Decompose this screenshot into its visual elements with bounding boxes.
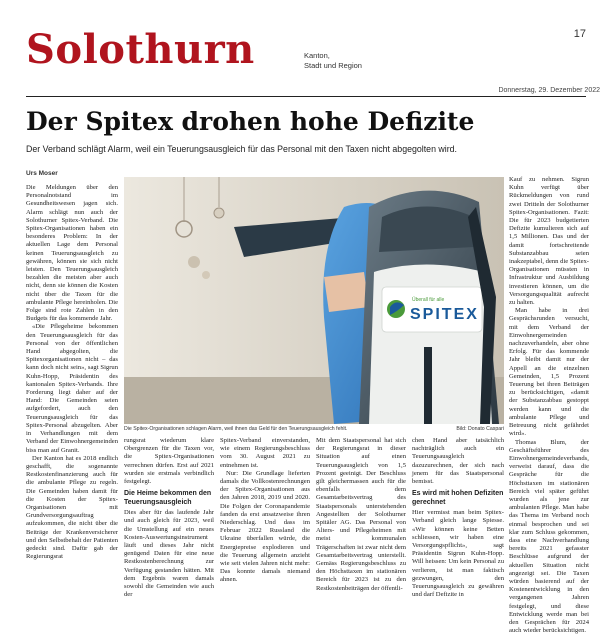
subtitle-line-2: Stadt und Region (304, 61, 362, 71)
paragraph: chen Hand aber tatsächlich nachträglich auch ein Teuerungsausgleich dazuzurechnen, der sich nach jenem für das Staatspersonal bemisst. (412, 437, 504, 486)
issue-date: Donnerstag, 29. Dezember 2022 (498, 87, 600, 94)
photo-caption: Die Spitex-Organisationen schlagen Alarm, weil ihnen das Geld für den Teuerungsausgleich fehlt. (124, 426, 347, 432)
page-number: 17 (574, 28, 586, 40)
backpack-brand: SPITEX (410, 306, 479, 323)
paragraph: Spitex-Verband einverstanden, wie einem Regierungsbeschluss vom 30. August 2021 zu entnehmen ist. (220, 437, 310, 470)
article-column-6 (509, 176, 589, 541)
paragraph: Hier vermisst man beim Spitex-Verband gleich lange Spiesse. «Wir können keine Betten schliessen, wir haben eine Versorgungspflicht», sagt Präsidentin Sigrun Kuhn-Hopp. Will heissen: Um kein Personal zu verlieren, ist man faktisch gezwungen, den Teuerungsausgleich zu gewähren und darf Defizite in (412, 509, 504, 599)
header-rule (26, 96, 586, 97)
article-author: Urs Moser (26, 170, 58, 177)
paragraph: Der Kanton hat es 2018 endlich geschafft, die sogenannte Restkostenfinanzierung auch für die ambulante Pflege zu regeln. Die Gemeinden haben damit für die Kosten der Spitex-Organisationen mit Grundversorgungsauftrag aufzukommen, die nicht über die Beiträge der Krankenversicherer und den Selbstbehalt der Patienten gedeckt sind. Dafür gab der Regierungsrat (26, 455, 118, 562)
paragraph: Thomas Blum, der Geschäftsführer des Einwohnergemeindeverbands, verweist darauf, dass die Gespräche für die Höchsttaxen im stationären Bereich viel später geführt wurden als jene zur ambulanten Pflege. Man habe das Thema im Verband noch einmal besprochen und sei klar zum Schluss gekommen, dass eine Nachverhandlung bereits 2021 gefasster Beschlüsse aufgrund der aktuellen Situation nicht angezeigt sei. Die Taxen würden basierend auf der Kostenentwicklung in den vergangenen Jahren festgelegt, und diese Entwicklung werde man bei den Gesprächen für 2024 auch wieder berücksichtigen. (509, 439, 589, 635)
article-column-4 (316, 437, 406, 541)
paragraph: Kauf zu nehmen. Sigrun Kuhn verfügt über Rückmeldungen von rund zwei Dritteln der Solothurner Spitex-Organisationen. Fazit: Die für 2023 budgetierten Defizite kumulieren sich auf 1,5 Millionen. Das und der damit fortschreitende Substanzabbau seien inakzeptabel, denn die Spitex-Organisationen müssten in Infrastruktur und Ausbildung investieren können, um die Versorgungsqualität aufrecht zu halten. (509, 176, 589, 307)
article-column-2 (124, 437, 214, 541)
paragraph: Nur: Die Grundlage lieferten damals die Vollkostenrechnungen der Spitex-Organisationen aus den Jahren 2018, 2019 und 2020. Die Folgen der Coronapandemie fanden da erst ansatzweise ihren Niederschlag. Und dass im Februar 2022 Russland die Ukraine überfallen würde, die Energiepreise explodieren und die Teuerung allgemein anzieht wie seit vielen Jahren nicht mehr: Das konnte damals niemand ahnen. (220, 470, 310, 585)
subheading: Es wird mit hohen Defiziten gerechnet (412, 490, 504, 507)
paragraph: Dies aber für das laufende Jahr und auch gleich für 2023, weil die Umstellung auf ein neues Kosten-Auswertungsinstrument läuft und dieses Jahr nicht genügend Daten für eine neue Restkostenberechnung zur Verfügung gestanden hätten. Mit dem Ergebnis waren damals sowohl die Gemeinden wie auch der (124, 509, 214, 599)
backpack-tagline: Überall für alle (412, 296, 444, 303)
masthead (26, 18, 586, 80)
article-column-3 (220, 437, 310, 541)
article-lead: Der Verband schlägt Alarm, weil ein Teuerungsausgleich für das Personal mit den Taxen nicht abgegolten wird. (26, 144, 457, 154)
article-column-5 (412, 437, 504, 541)
article-headline: Der Spitex drohen hohe Defizite (26, 107, 474, 136)
subheading: Die Heime bekommen den Teuerungsausgleich (124, 490, 214, 507)
section-subtitle (304, 51, 362, 71)
article-photo (124, 177, 504, 424)
paragraph: Man habe in drei Gesprächsrunden versucht, mit dem Verband der Einwohnergemeinden nachzuverhandeln, aber ohne Erfolg. Für das kommende Jahr bleibt damit nur der Appell an die einzelnen Gemeinden, 1,5 Prozent Teuerung bei ihren Beiträgen zu berücksichtigen, «damit der Substanzabbau gestoppt werden kann und die ambulante Pflege und Betreuung nicht gefährdet wird». (509, 307, 589, 438)
section-logo: Solothurn (26, 26, 255, 73)
paragraph: rungsrat wiederum klare Obergrenzen für die Taxen vor, die Spitex-Organisationen verrechnen dürfen. Erst auf 2021 wurden sie erstmals verbindlich festgelegt. (124, 437, 214, 486)
paragraph: Mit dem Staatspersonal hat sich der Regierungsrat in dieser Situation auf einen Teuerungsausgleich von 1,5 Prozent geeinigt. Der Beschluss gilt gleichermassen auch für die ebenfalls dem Gesamtarbeitsvertrag des Staatspersonals unterstehenden Angestellten der Solothurner Spitäler AG. Das Personal von Alters- und Pflegeheimen mit meist kommunalen Trägerschaften ist zwar nicht dem Gesamtarbeitsvertrag unterstellt. Gemäss Regierungsbeschluss zu den Höchsttaxen im stationären Bereich für 2023 ist zu den Restkostenbeiträgen der öffentli- (316, 437, 406, 593)
photo-illustration (124, 177, 504, 424)
photo-caption-area (124, 426, 504, 432)
article-column-1 (26, 184, 118, 536)
paragraph: «Die Pflegeheime bekommen den Teuerungsausgleich für das Personal von der öffentlichen Hand abgegolten, die Spitexorganisationen nicht – das kann doch nicht sein», sagt Sigrun Kuhn-Hopp, Präsidentin des kantonalen Spitex-Verbands. Ihre Forderung liegt daher auf der Hand: Die Gemeinden seien aufgefordert, auch den Teuerungsausgleich für das Spitex-Personal abzugelten. Aber in Verhandlungen mit dem Verband der Einwohnergemeinden biss man auf Granit. (26, 323, 118, 454)
photo-credit: Bild: Donato Caspari (456, 426, 504, 432)
paragraph: Die Meldungen über den Personalnotstand im Gesundheitswesen jagen sich. Alarm schlägt nun auch der Solothurner Spitex-Verband. Die Spitex-Organisationen haben ein besonderes Problem: In der aktuellen Lage dem Personal keinen Teuerungsausgleich zu gewähren, können sie sich nicht leisten. Den Teuerungsausgleich bezahlen die meisten aber auch nicht, denn sie können die Kosten nicht über die Taxen für die ambulante Pflege hereinholen. Die Folge sind rote Zahlen in den Budgets für das kommende Jahr. (26, 184, 118, 323)
subtitle-line-1: Kanton, (304, 51, 362, 61)
